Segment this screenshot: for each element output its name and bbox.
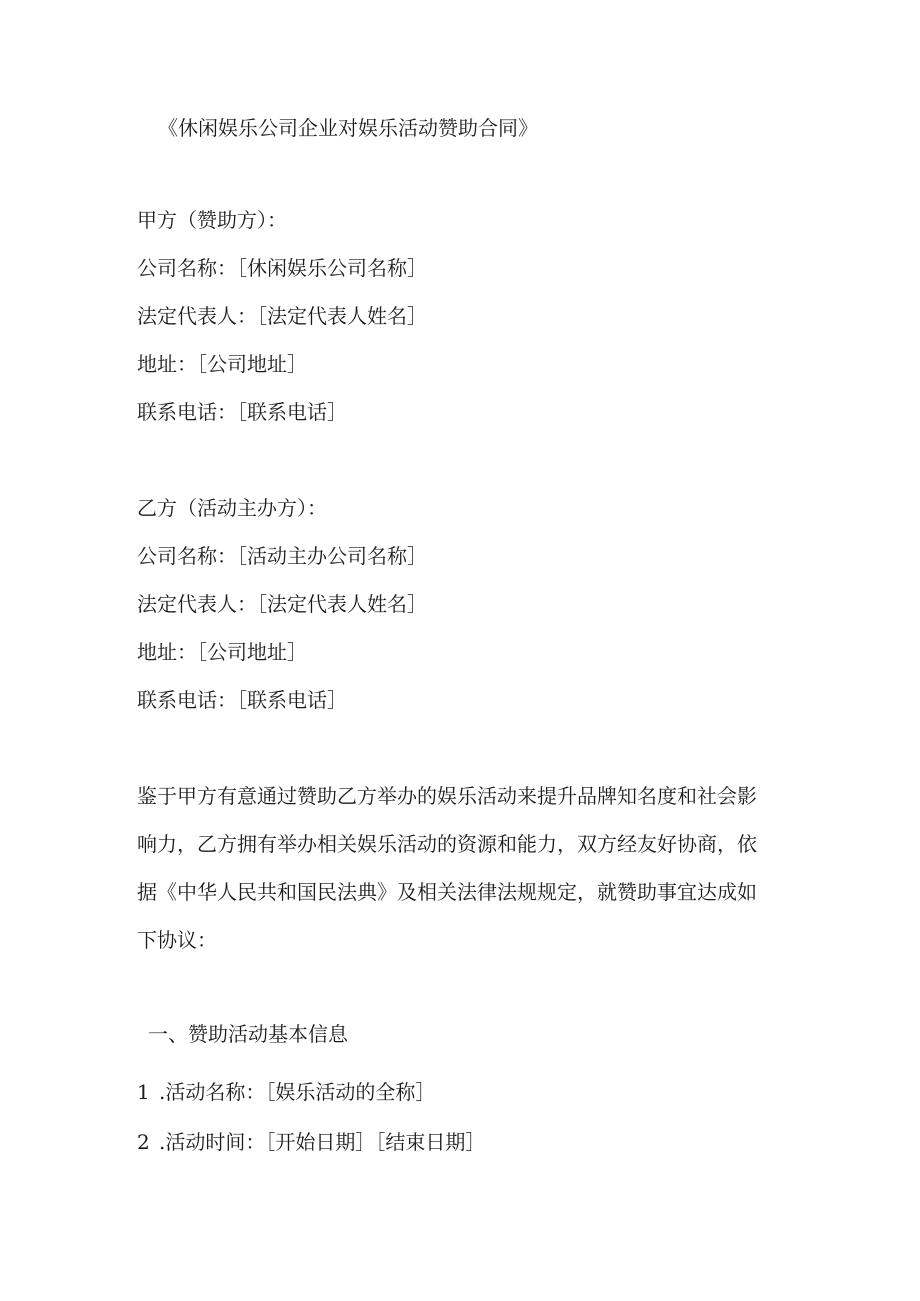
party-a-company-name: 公司名称：［休闲娱乐公司名称］ [137, 256, 427, 280]
list-item [137, 1076, 435, 1105]
preamble-line: 响力，乙方拥有举办相关娱乐活动的资源和能力，双方经友好协商，依 [137, 832, 757, 856]
party-a-phone: 联系电话：［联系电话］ [137, 400, 347, 424]
preamble-line: 下协议： [137, 928, 217, 952]
item-number: 1 [137, 1080, 150, 1104]
preamble-paragraph [137, 772, 769, 964]
preamble-line: 据《中华人民共和国民法典》及相关法律法规规定，就赞助事宜达成如 [137, 880, 757, 904]
section-heading: 一、赞助活动基本信息 [148, 1022, 348, 1046]
party-b-legal-rep: 法定代表人：［法定代表人姓名］ [137, 592, 427, 616]
party-b-phone: 联系电话：［联系电话］ [137, 688, 347, 712]
party-b-address: 地址：［公司地址］ [137, 640, 307, 664]
preamble-line: 鉴于甲方有意通过赞助乙方举办的娱乐活动来提升品牌知名度和社会影 [137, 784, 757, 808]
party-b-heading: 乙方（活动主办方）： [137, 496, 327, 520]
list-item [137, 1126, 485, 1155]
document-title: 《休闲娱乐公司企业对娱乐活动赞助合同》 [158, 116, 538, 140]
party-b-company-name: 公司名称：［活动主办公司名称］ [137, 544, 427, 568]
item-number: 2 [137, 1130, 150, 1154]
item-text: .活动名称：［娱乐活动的全称］ [159, 1080, 436, 1104]
party-a-address: 地址：［公司地址］ [137, 352, 307, 376]
party-a-legal-rep: 法定代表人：［法定代表人姓名］ [137, 304, 427, 328]
party-a-heading: 甲方（赞助方）： [137, 208, 287, 232]
item-text: .活动时间：［开始日期］［结束日期］ [159, 1130, 486, 1154]
